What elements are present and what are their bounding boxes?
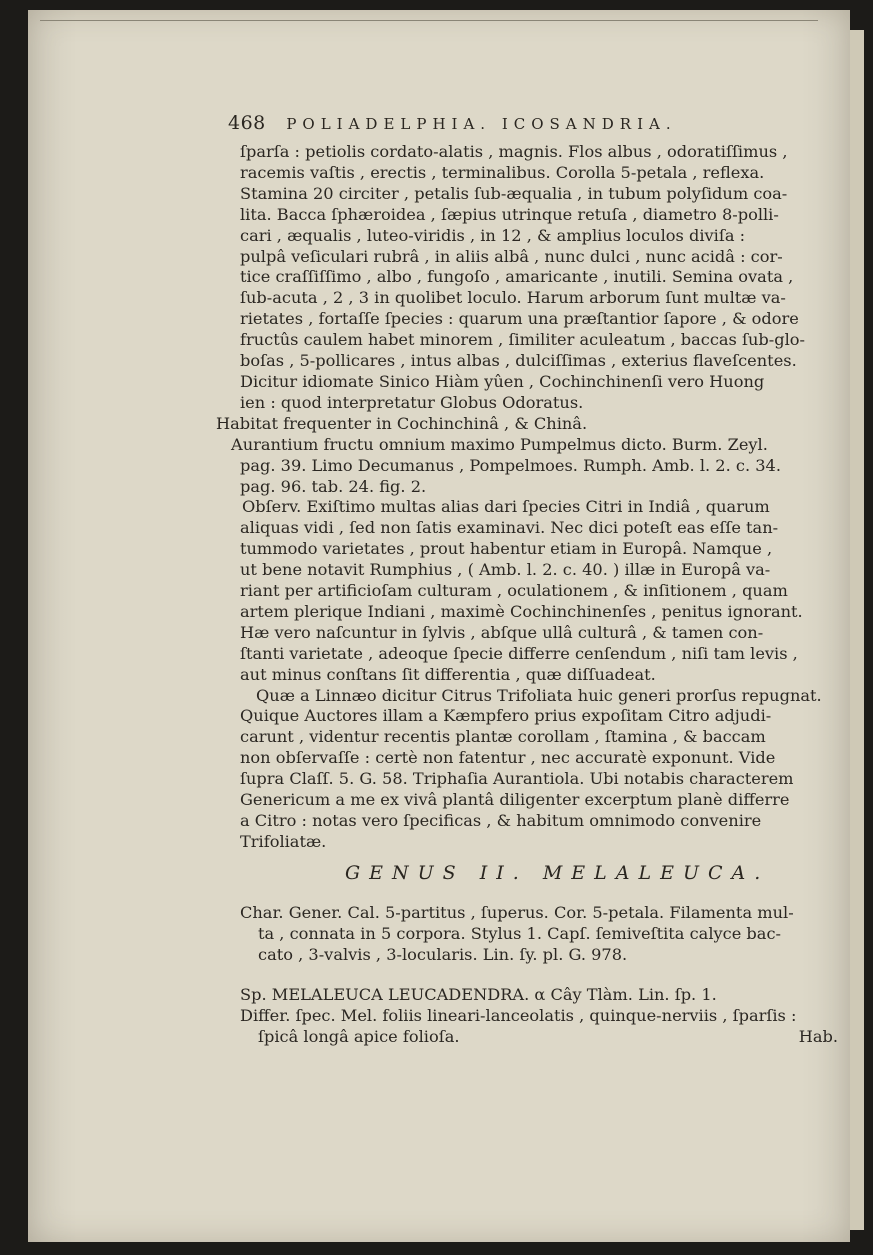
text-line: Differ. ſpec. Mel. foliis lineari-lanceolatis , quinque-nerviis , ſparſis : xyxy=(240,1005,797,1025)
text-line: rietates , fortaſſe ſpecies : quarum una præſtantior ſapore , & odore xyxy=(240,309,799,329)
text-line: artem plerique Indiani , maximè Cochinchinenſes , penitus ignorant. xyxy=(240,601,803,621)
running-header xyxy=(228,112,788,134)
genus-heading: GENUS II. MELALEUCA. xyxy=(345,862,770,884)
text-line: pulpâ veſiculari rubrâ , in aliis albâ , nunc dulci , nunc acidâ : cor- xyxy=(240,246,783,266)
text-line: Hæ vero naſcuntur in ſylvis , abſque ullâ culturâ , & tamen con- xyxy=(240,622,764,642)
text-line: fructûs caulem habet minorem , ſimiliter aculeatum , baccas ſub-glo- xyxy=(240,330,806,350)
catchword: Hab. xyxy=(798,1027,838,1046)
text-line: Dicitur idiomate Sinico Hiàm yûen , Cochinchinenſi vero Huong xyxy=(240,371,765,391)
running-title: POLIADELPHIA. ICOSANDRIA. xyxy=(286,115,677,133)
text-line: cato , 3-valvis , 3-locularis. Lin. ſy. pl. G. 978. xyxy=(258,944,628,964)
text-line: Sp. MELALEUCA LEUCADENDRA. α Cây Tlàm. Lin. ſp. 1. xyxy=(240,985,717,1004)
text-line: Trifoliatæ. xyxy=(240,831,327,851)
text-line: cari , æqualis , luteo-viridis , in 12 , & amplius loculos diviſa : xyxy=(240,225,746,245)
text-line: pag. 39. Limo Decumanus , Pompelmoes. Rumph. Amb. l. 2. c. 34. xyxy=(240,455,781,475)
text-line: aut minus conſtans ſit differentia , quæ diſſuadeat. xyxy=(240,664,656,684)
text-line: tummodo varietates , prout habentur etiam in Europâ. Namque , xyxy=(240,539,773,559)
text-line: Genericum a me ex vivâ plantâ diligenter excerptum planè differre xyxy=(240,790,790,810)
page-edge xyxy=(850,30,864,1230)
text-line: Aurantium fructu omnium maximo Pumpelmus dicto. Burm. Zeyl. xyxy=(231,434,768,454)
text-line: Obſerv. Exiſtimo multas alias dari ſpecies Citri in Indiâ , quarum xyxy=(242,497,770,517)
text-line: ta , connata in 5 corpora. Stylus 1. Capſ. ſemiveſtita calyce bac- xyxy=(258,923,781,943)
text-line: Quique Auctores illam a Kæmpfero prius expoſitam Citro adjudi- xyxy=(240,706,772,726)
text-line: ſpicâ longâ apice folioſa. xyxy=(258,1026,460,1046)
species-entry xyxy=(240,985,848,1048)
text-line: a Citro : notas vero ſpecificas , & habitum omnimodo convenire xyxy=(240,811,762,830)
text-line: Char. Gener. Cal. 5-partitus , ſuperus. Cor. 5-petala. Filamenta mul- xyxy=(240,903,794,922)
generic-character xyxy=(240,903,848,966)
text-line: Quæ a Linnæo dicitur Citrus Trifoliata huic generi prorſus repugnat. xyxy=(256,685,822,705)
text-line: non obſervaſſe : certè non fatentur , nec accuratè exponunt. Vide xyxy=(240,748,776,768)
page-number: 468 xyxy=(228,112,266,134)
top-rule xyxy=(40,20,818,21)
text-line: boſas , 5-pollicares , intus albas , dulciſſimas , exterius flaveſcentes. xyxy=(240,351,797,371)
text-line: ut bene notavit Rumphius , ( Amb. l. 2. c. 40. ) illæ in Europâ va- xyxy=(240,560,771,580)
text-line: aliquas vidi , ſed non ſatis examinavi. Nec dici poteſt eas eſſe tan- xyxy=(240,518,779,538)
text-line: pag. 96. tab. 24. fig. 2. xyxy=(240,476,427,496)
text-line: Stamina 20 circiter , petalis ſub-æqualia , in tubum polyſidum coa- xyxy=(240,183,788,203)
text-line: carunt , videntur recentis plantæ corollam , ſtamina , & baccam xyxy=(240,727,766,747)
main-text xyxy=(216,142,848,853)
text-line: ſupra Claſſ. 5. G. 58. Triphaſia Aurantiola. Ubi notabis characterem xyxy=(240,769,794,789)
text-line: riant per artificioſam culturam , oculationem , & inſitionem , quam xyxy=(240,581,788,601)
text-line: ien : quod interpretatur Globus Odoratus. xyxy=(240,392,584,412)
text-line: tice craſſiſſimo , albo , fungoſo , amaricante , inutili. Semina ovata , xyxy=(240,267,794,287)
text-line: racemis vaſtis , erectis , terminalibus. Corolla 5-petala , reflexa. xyxy=(240,162,765,182)
text-line: ſparſa : petiolis cordato-alatis , magnis. Flos albus , odoratiſſimus , xyxy=(240,142,788,161)
text-line: ſtanti varietate , adeoque ſpecie differre cenſendum , niſi tam levis , xyxy=(240,643,798,663)
text-line: lita. Bacca ſphæroidea , ſæpius utrinque retuſa , diametro 8-polli- xyxy=(240,204,779,224)
text-line: Habitat frequenter in Cochinchinâ , & Chinâ. xyxy=(216,413,588,433)
text-line: ſub-acuta , 2 , 3 in quolibet loculo. Harum arborum ſunt multæ va- xyxy=(240,288,786,308)
